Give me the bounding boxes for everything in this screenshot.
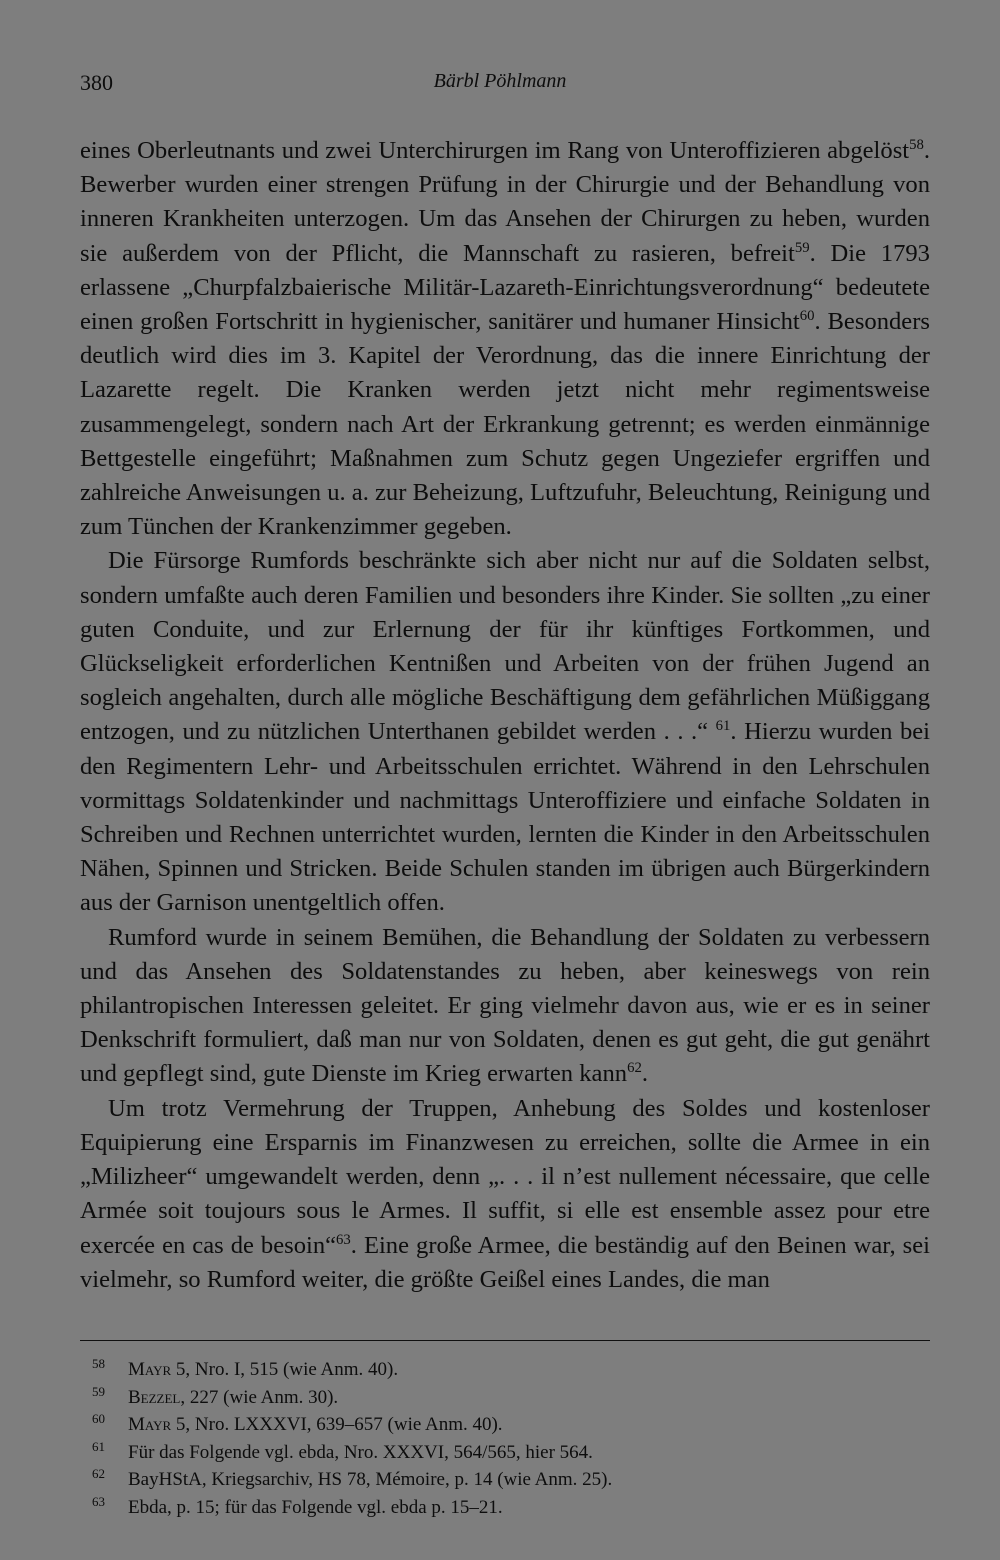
- footnote-text: [128, 1411, 503, 1439]
- paragraph: [80, 134, 930, 544]
- footnote-citation: 5, Nro. I, 515 (wie Anm. 40).: [171, 1359, 399, 1380]
- paragraph-text: Die Fürsorge Rumfords beschränkte sich aber nicht nur auf die Soldaten selbst, sondern umfaßte auch deren Familien und besonders ihre Kinder. Sie sollten „zu einer guten Conduite, und zur Erlernung der für ihr künftiges Fortkommen, und Glückseligkeit erforderlichen Kentnißen und Arbeiten von der frühen Jugend an sogleich angehalten, durch alle mögliche Beschäftigung dem gefährlichen Müßiggang entzogen, und zu nützlichen Unterthanen gebildet werden . . .“: [80, 547, 930, 746]
- paragraph: [80, 544, 930, 920]
- footnote-citation: BayHStA, Kriegsarchiv, HS 78, Mémoire, p. 14 (wie Anm. 25).: [128, 1469, 613, 1490]
- paragraph-text: eines Oberleutnants und zwei Unterchirurgen im Rang von Unteroffizieren abgelöst: [80, 137, 910, 164]
- paragraph-text: . Hierzu wurden bei den Regimentern Lehr- und Arbeitsschulen errichtet. Während in den Lehrschulen vormittags Soldatenkinder und nachmittags Unteroffiziere und einfache Soldaten in Schreiben und Rechnen unterrichtet wurden, lernten die Kinder in den Arbeitsschulen Nähen, Spinnen und Stricken. Beide Schulen standen im übrigen auch Bürgerkindern aus der Garnison unentgeltlich offen.: [80, 718, 930, 917]
- footnote-citation: Ebda, p. 15; für das Folgende vgl. ebda p. 15–21.: [128, 1496, 503, 1518]
- footnote-ref: 59: [794, 239, 810, 256]
- paragraph: [80, 1092, 930, 1297]
- footnote-text: [128, 1466, 612, 1494]
- footnote-number: 62: [92, 1466, 105, 1481]
- paragraph-text: . Bewerber wurden einer strengen Prüfung in der Chirurgie und der Behandlung von inneren Krankheiten unterzogen. Um das Ansehen der Chirurgen zu heben, wurden sie außerdem von der Pflicht, die Mannschaft zu rasieren, befreit: [80, 137, 930, 267]
- footnote-text: [128, 1494, 503, 1522]
- footnote-number: 59: [92, 1383, 105, 1399]
- footnote: [92, 1466, 912, 1494]
- footnote-citation: 5, Nro. LXXXVI, 639–657 (wie Anm. 40).: [171, 1414, 503, 1435]
- footnote-author: Mayr: [128, 1414, 172, 1435]
- footnote-citation: Für das Folgende vgl. ebda, Nro. XXXVI, 564/565, hier 564.: [128, 1441, 593, 1463]
- running-head: Bärbl Pöhlmann: [433, 70, 567, 92]
- footnote-number: 61: [92, 1438, 105, 1454]
- footnote-author: Mayr: [128, 1359, 172, 1380]
- footnote-author: Bezzel: [128, 1386, 181, 1408]
- footnote-number: 60: [92, 1411, 105, 1426]
- footnote-number: 63: [92, 1493, 105, 1509]
- paragraph-text: Um trotz Vermehrung der Truppen, Anhebung des Soldes und kostenloser Equipierung eine Ersparnis im Finanzwesen zu erreichen, sollte die Armee in ein „Milizheer“ umgewandelt werden, denn „. . . il n’est nullement nécessaire, que celle Armée soit toujours sous le Armes. Il suffit, si elle est ensemble assez pour etre exercée en cas de besoin“: [80, 1094, 930, 1259]
- paragraph-text: . Die 1793 erlassene „Churpfalzbaierische Militär-Lazareth-Einrichtungsverordnung“ bedeutete einen großen Fortschritt in hygienischer, sanitärer und humaner Hinsicht: [80, 239, 930, 336]
- paragraph-text: . Besonders deutlich wird dies im 3. Kapitel der Verordnung, das die innere Einrichtung der Lazarette regelt. Die Kranken werden jetzt nicht mehr regimentsweise zusammengelegt, sondern nach Art der Erkrankung getrennt; es werden einmännige Bettgestelle eingeführt; Maßnahmen zum Schutz gegen Ungeziefer ergriffen und zahlreiche Anweisungen u. a. zur Beheizung, Luftzufuhr, Beleuchtung, Reinigung und zum Tünchen der Krankenzimmer gegeben.: [80, 308, 930, 541]
- footnote-text: [128, 1356, 398, 1384]
- body-text: [80, 134, 930, 1297]
- paragraph: [80, 921, 930, 1092]
- footnote-ref: 63: [336, 1231, 351, 1248]
- footnote-separator: [80, 1340, 930, 1341]
- footnote-ref: 61: [715, 718, 731, 735]
- footnotes: [92, 1356, 912, 1521]
- footnote: [92, 1356, 912, 1384]
- footnote-text: [128, 1384, 338, 1412]
- footnote: [92, 1439, 912, 1467]
- footnote-text: [128, 1439, 593, 1467]
- footnote-citation: , 227 (wie Anm. 30).: [180, 1386, 339, 1408]
- paragraph-text: Rumford wurde in seinem Bemühen, die Behandlung der Soldaten zu verbessern und das Ansehen des Soldatenstandes zu heben, aber keineswegs von rein philantropischen Interessen geleitet. Er ging vielmehr davon aus, wie er es in seiner Denkschrift formuliert, daß man nur von Soldaten, denen es gut geht, die gut genährt und gepflegt sind, gute Dienste im Krieg erwarten kann: [80, 923, 930, 1088]
- footnote-ref: 62: [627, 1060, 642, 1077]
- footnote: [92, 1384, 912, 1412]
- page-number: 380: [80, 70, 113, 95]
- footnote: [92, 1494, 912, 1522]
- footnote: [92, 1411, 912, 1439]
- footnote-number: 58: [92, 1356, 105, 1371]
- page-header: [80, 70, 920, 104]
- footnote-ref: 60: [799, 307, 815, 324]
- paragraph-text: . Eine große Armee, die beständig auf den Beinen war, sei vielmehr, so Rumford weiter, die größte Geißel eines Landes, die man: [80, 1231, 930, 1293]
- paragraph-text: .: [641, 1060, 648, 1088]
- footnote-ref: 58: [909, 136, 924, 153]
